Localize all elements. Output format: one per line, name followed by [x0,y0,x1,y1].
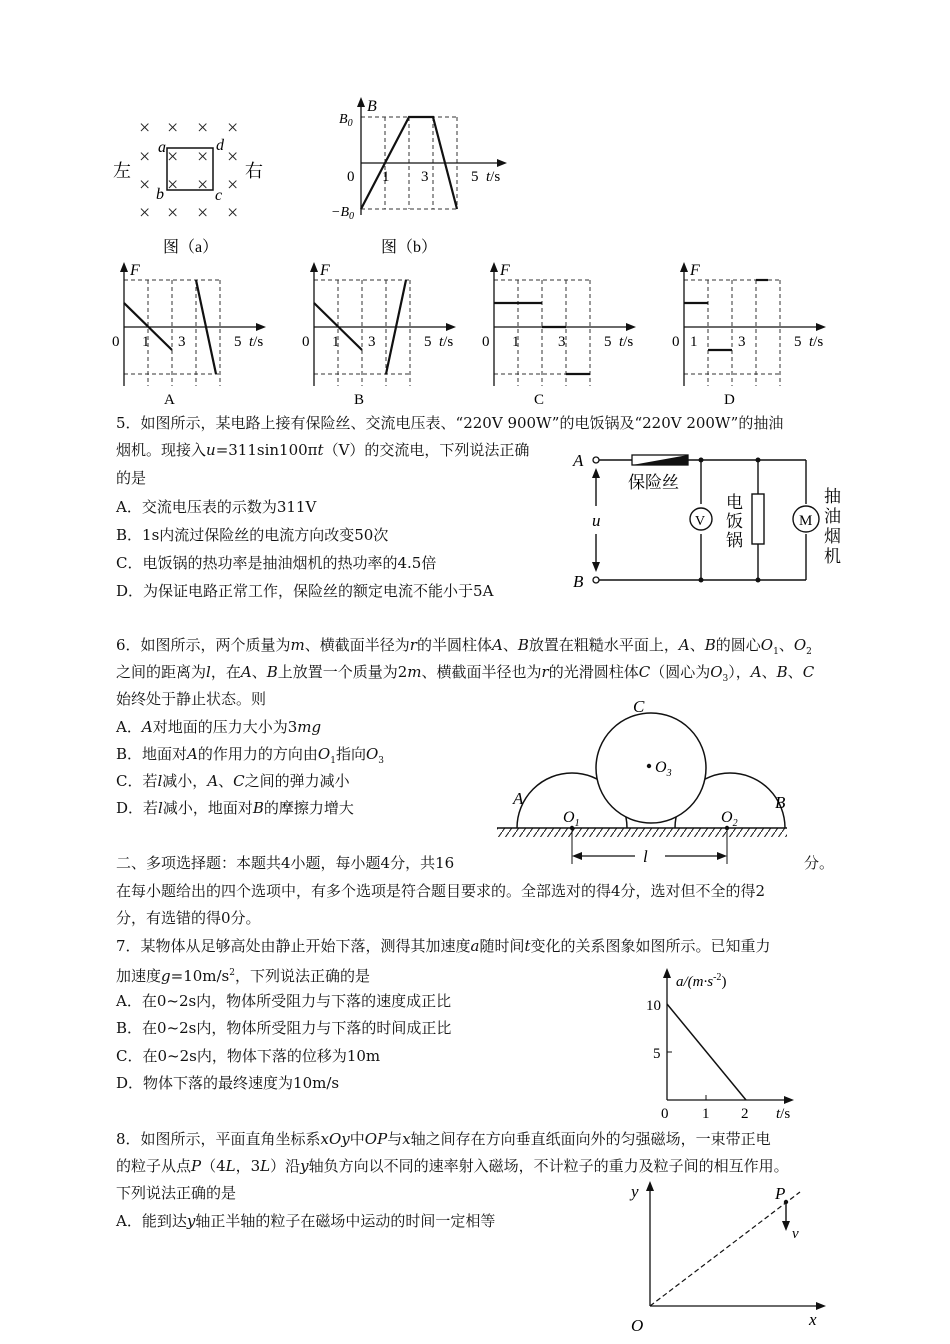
svg-text:×: × [197,117,209,139]
svg-text:a/(m·s-2): $a/(m\cdot s^{-2})$ [676,972,727,990]
q7-stem-line2: 加速度$g=10m/s^2$，下列说法正确的是 [116,967,371,985]
cylinder-c [596,713,706,823]
coordinate-figure [615,1175,845,1344]
svg-text:A: A [573,451,584,470]
vertex-c: c [215,187,223,204]
q6-option-b: B．地面对A的作用力的方向由$O_1$指向$O_3$ [116,745,384,766]
svg-text:B: B [775,793,786,812]
svg-text:1: 1 [702,1106,710,1122]
svg-text:0: 0 [112,334,120,350]
a-t-line [667,1004,746,1100]
svg-text:10: 10 [646,998,661,1014]
svg-text:0: 0 [672,334,680,350]
svg-text:O2: $O_2$ [721,809,738,829]
graph-B [302,262,456,408]
q5-stem-line3: 的是 [116,469,147,487]
label-left: 左 [113,161,131,181]
graph-label-B: B [354,392,365,408]
vertex-b: b [156,186,164,203]
q8-stem-line2: 的粒子从点P（4L，3L）沿y轴负方向以不同的速率射入磁场，不计粒子的重力及粒子间的相互作用。 [116,1157,789,1175]
svg-text:5: 5 [424,334,432,350]
svg-text:×: × [197,174,209,196]
svg-text:l: l [643,847,648,866]
svg-text:3: 3 [558,334,566,350]
q6-option-d: D．若l减小，地面对B的摩擦力增大 [116,799,354,817]
svg-text:饭: 饭 [726,512,743,531]
svg-text:x: x [809,1310,817,1329]
caption-b: 图（b） [381,239,438,256]
tick-1: 1 [382,169,390,185]
field-crosses [139,117,238,224]
ground-hatch [497,828,787,837]
svg-text:t/s: t/s [619,334,634,350]
graph-D [672,262,826,408]
svg-text:0: 0 [661,1106,669,1122]
svg-text:×: × [197,202,209,224]
svg-text:×: × [139,117,151,139]
svg-text:1: 1 [332,334,340,350]
svg-text:u: u [592,511,601,530]
figure-a [105,112,280,257]
svg-text:抽: 抽 [824,487,841,506]
q7-option-d: D．物体下落的最终速度为10m/s [116,1074,340,1092]
svg-text:5: 5 [653,1046,661,1062]
q6-stem-line2: 之间的距离为l，在A、B上放置一个质量为2m、横截面半径也为r的光滑圆柱体C（圆心为$O_3$），A、B、C [116,663,815,684]
b0-label: $B_0$ [339,112,353,129]
section2-line1a: 二、多项选择题：本题共4小题，每小题4分，共16 [116,854,455,872]
q6-option-a: A．A对地面的压力大小为3mg [116,718,322,736]
svg-text:×: × [167,202,179,224]
q5-stem-line2: 烟机。现接入u=311sin100πt（V）的交流电，下列说法正确 [116,441,530,459]
svg-text:×: × [227,202,239,224]
vertex-d: d [216,137,224,154]
svg-text:烟: 烟 [824,527,841,546]
vertex-a: a [158,139,166,156]
q5-option-b: B．1s内流过保险丝的电流方向改变50次 [116,526,389,544]
label-right: 右 [245,161,263,181]
svg-text:v: v [792,1226,799,1242]
svg-text:O1: $O_1$ [563,809,580,829]
figure-b [331,95,520,260]
q7-stem-line1: 7．某物体从足够高处由静止开始下落，测得其加速度a随时间t变化的关系图象如图所示。已知重力 [116,937,771,955]
fuse-symbol [632,455,688,465]
svg-text:O: O [631,1316,644,1335]
neg-b0-label: $-B_0$ [331,205,354,222]
section2-line2: 在每小题给出的四个选项中，有多个选项是符合题目要求的。全部选对的得4分，选对但不全的得2 [116,882,766,900]
svg-text:×: × [139,202,151,224]
origin-label: 0 [347,169,355,185]
q6-option-c: C．若l减小，A、C之间的弹力减小 [116,772,350,790]
q8-stem-line3: 下列说法正确的是 [116,1184,237,1202]
q6-stem-line3: 始终处于静止状态。则 [116,690,267,708]
graph-A [112,262,266,408]
tick-5: 5 [471,169,479,185]
q7-option-c: C．在0~2s内，物体下落的位移为10m [116,1047,381,1065]
svg-text:t/s: t/s [249,334,264,350]
svg-text:×: × [167,117,179,139]
svg-text:F: F [500,262,510,279]
svg-text:×: × [167,174,179,196]
q7-option-a: A．在0~2s内，物体所受阻力与下落的速度成正比 [116,992,452,1010]
svg-text:1: 1 [142,334,150,350]
q5-option-d: D．为保证电路正常工作，保险丝的额定电流不能小于5A [116,582,494,600]
q8-option-a: A．能到达y轴正半轴的粒子在磁场中运动的时间一定相等 [116,1212,496,1230]
t-axis-arrow [497,159,507,167]
t-label: t/s [486,169,501,185]
svg-text:5: 5 [604,334,612,350]
svg-text:1: 1 [512,334,520,350]
line-op [650,1192,800,1306]
svg-text:0: 0 [482,334,490,350]
graph-C [482,262,636,408]
tick-3: 3 [421,169,429,185]
acceleration-graph [640,962,810,1124]
svg-text:×: × [139,174,151,196]
section2-line3: 分，有选错的得0分。 [116,909,261,927]
svg-text:t/s: t/s [439,334,454,350]
cylinders-figure [495,692,795,872]
svg-text:t/s: t/s [809,334,824,350]
svg-text:A: A [513,789,524,808]
svg-text:C: C [633,697,645,716]
svg-text:y: y [631,1182,639,1201]
svg-text:0: 0 [302,334,310,350]
svg-text:1: 1 [690,334,698,350]
q5-option-a: A．交流电压表的示数为311V [116,498,317,516]
q5-stem-line1: 5．如图所示，某电路上接有保险丝、交流电压表、“220V 900W”的电饭锅及“220V 200W”的抽油 [116,414,784,432]
svg-text:3: 3 [178,334,186,350]
svg-text:F: F [130,262,140,279]
q6-stem-line1: 6．如图所示，两个质量为m、横截面半径为r的半圆柱体A、B放置在粗糙水平面上，A、B的圆心$O_1$、$O_2$ [116,636,812,657]
cooker-resistor [752,494,764,544]
center-o3 [647,764,651,768]
svg-text:B: B [573,572,584,591]
graph-label-C: C [534,392,545,408]
option-graphs [100,258,860,410]
svg-text:×: × [139,146,151,168]
svg-text:×: × [227,174,239,196]
svg-text:3: 3 [738,334,746,350]
svg-text:3: 3 [368,334,376,350]
b-axis-arrow [357,97,365,107]
svg-text:×: × [167,146,179,168]
svg-text:P: P [775,1184,786,1203]
b-axis-label: B [367,98,377,115]
svg-text:F: F [320,262,330,279]
svg-text:V: V [695,514,706,529]
svg-text:机: 机 [824,547,841,566]
svg-text:5: 5 [234,334,242,350]
caption-a: 图（a） [163,239,219,256]
graph-label-A: A [164,392,175,408]
svg-text:×: × [197,146,209,168]
svg-text:F: F [690,262,700,279]
q7-option-b: B．在0~2s内，物体所受阻力与下落的时间成正比 [116,1019,452,1037]
svg-text:5: 5 [794,334,802,350]
svg-text:油: 油 [824,507,841,526]
svg-text:M: M [799,513,813,529]
q5-option-c: C．电饭锅的热功率是抽油烟机的热功率的4.5倍 [116,554,437,572]
svg-text:×: × [227,117,239,139]
q8-stem-line1: 8．如图所示，平面直角坐标系xOy中OP与x轴之间存在方向垂直纸面向外的匀强磁场，一束带正电 [116,1130,771,1148]
svg-text:2: 2 [741,1106,749,1122]
svg-text:t/s: t/s [776,1106,791,1122]
svg-text:锅: 锅 [726,531,743,550]
circuit-figure [568,448,850,596]
svg-text:保险丝: 保险丝 [628,473,679,492]
graph-label-D: D [724,392,735,408]
svg-text:O3: $O_3$ [655,759,672,779]
svg-text:×: × [227,146,239,168]
svg-text:电: 电 [726,493,743,512]
section2-line1b: 分。 [804,854,835,872]
